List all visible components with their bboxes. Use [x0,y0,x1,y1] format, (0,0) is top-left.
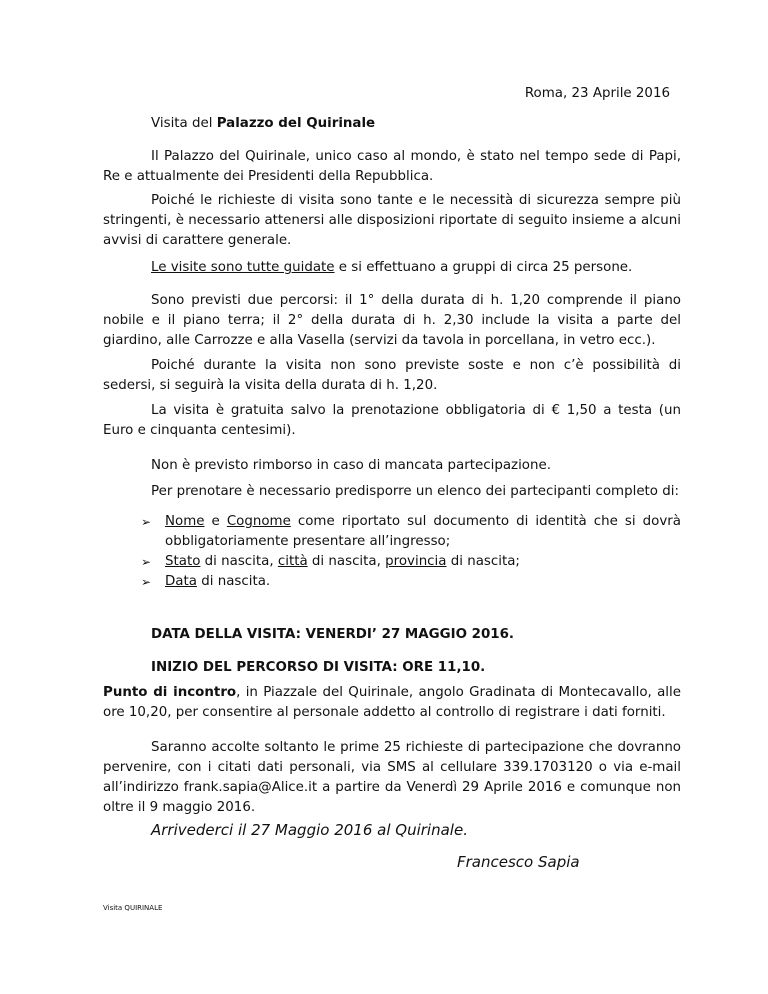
list-text: di nascita, [307,554,386,569]
participant-data-list [141,512,681,592]
guided-visits-rest: e si effettuano a gruppi di circa 25 persone. [334,260,633,275]
list-text: come riportato sul documento di identità che si dovrà obbligatoriamente presentare all’ingresso; [165,514,681,549]
list-item [141,512,681,552]
list-word-citta: città [277,554,308,569]
arrow-bullet-icon: ➢ [141,555,152,569]
letter-date: Roma, 23 Aprile 2016 [524,86,670,101]
security-paragraph: Poiché le richieste di visita sono tante e le necessità di sicurezza sempre più stringenti, è necessario attenersi alle disposizioni riportate di seguito insieme a alcuni avvisi di carattere generale. [103,193,681,248]
meeting-point-paragraph [103,683,681,723]
list-item [141,572,681,592]
arrow-bullet-icon: ➢ [141,515,152,529]
subject-title: Palazzo del Quirinale [216,116,376,131]
letter-subject [103,114,681,134]
intro-paragraph: Il Palazzo del Quirinale, unico caso al mondo, è stato nel tempo sede di Papi, Re e attualmente dei Presidenti della Repubblica. [103,149,681,184]
guided-visits-paragraph [103,258,681,278]
no-stops-paragraph: Poiché durante la visita non sono previste soste e non c’è possibilità di sedersi, si seguirà la visita della durata di h. 1,20. [103,358,681,393]
list-text: di nascita, [200,554,278,569]
list-word-cognome: Cognome [226,514,291,529]
refund-paragraph: Non è previsto rimborso in caso di mancata partecipazione. [151,458,551,473]
list-item [141,552,681,572]
guided-visits-underlined: Le visite sono tutte guidate [151,260,335,275]
list-word-nome: Nome [165,514,205,529]
subject-prefix: Visita del [151,116,217,131]
visit-start-line: INIZIO DEL PERCORSO DI VISITA: ORE 11,10. [151,660,486,675]
list-word-data: Data [165,574,197,589]
fee-paragraph: La visita è gratuita salvo la prenotazione obbligatoria di € 1,50 a testa (un Euro e cinquanta centesimi). [103,403,681,438]
list-text: di nascita. [196,574,271,589]
list-text: e [204,514,227,529]
visit-date-line: DATA DELLA VISITA: VENERDI’ 27 MAGGIO 2016. [151,627,514,642]
meeting-point-label: Punto di incontro [103,685,237,700]
meeting-point-text: , in Piazzale del Quirinale, angolo Gradinata di Montecavallo, alle ore 10,20, per consentire al personale addetto al controllo di registrare i dati forniti. [103,685,681,720]
booking-paragraph: Per prenotare è necessario predisporre un elenco dei partecipanti completo di: [151,484,679,499]
arrow-bullet-icon: ➢ [141,575,152,589]
routes-paragraph: Sono previsti due percorsi: il 1° della durata di h. 1,20 comprende il piano nobile e il piano terra; il 2° della durata di h. 2,30 include la visita a parte del giardino, alle Carrozze e alla Vasella (servizi da tavola in porcellana, in vetro ecc.). [103,293,681,348]
closing-line: Arrivederci il 27 Maggio 2016 al Quirinale. [151,821,468,839]
list-word-stato: Stato [165,554,201,569]
signature: Francesco Sapia [457,853,580,871]
deadline-paragraph: Saranno accolte soltanto le prime 25 richieste di partecipazione che dovranno pervenire, con i citati dati personali, via SMS al cellulare 339.1703120 o via e-mail all’indirizzo frank.sapia@Alice.it a partire da Venerdì 29 Aprile 2016 e comunque non oltre il 9 maggio 2016. [103,740,681,815]
page-footer: Visita QUIRINALE [103,904,163,912]
list-text: di nascita; [446,554,520,569]
list-word-provincia: provincia [385,554,447,569]
